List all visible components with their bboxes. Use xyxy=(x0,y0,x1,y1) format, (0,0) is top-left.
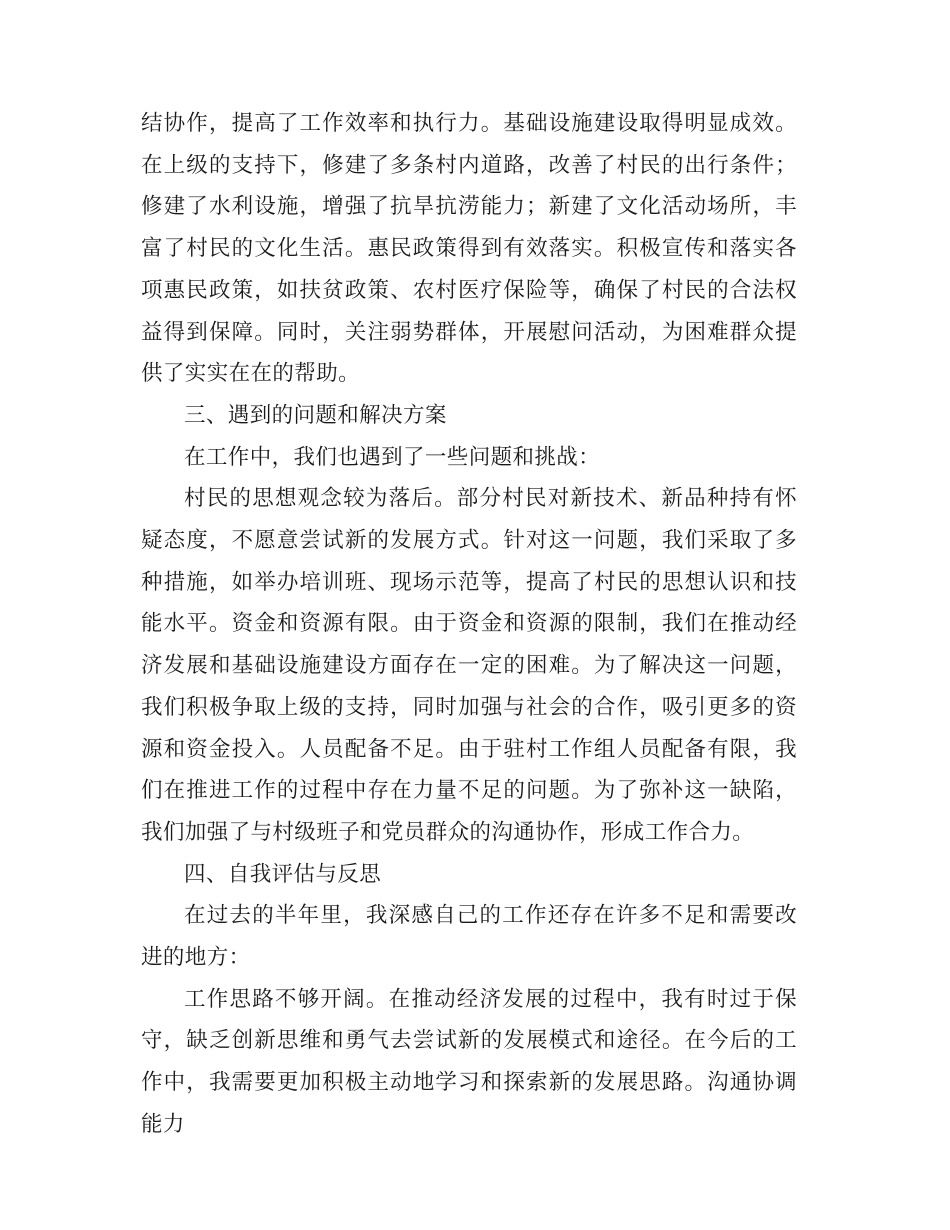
document-body xyxy=(141,103,797,1146)
paragraph-problems-intro: 在工作中，我们也遇到了一些问题和挑战： xyxy=(184,444,601,470)
paragraph-problems-detail: 村民的思想观念较为落后。部分村民对新技术、新品种持有怀疑态度，不愿意尝试新的发展方式。针对这一问题，我们采取了多种措施，如举办培训班、现场示范等，提高了村民的思想认识和技能水平。资金和资源有限。由于资金和资源的限制，我们在推动经济发展和基础设施建设方面存在一定的困难。为了解决这一问题，我们积极争取上级的支持，同时加强与社会的合作，吸引更多的资源和资金投入。人员配备不足。由于驻村工作组人员配备有限，我们在推进工作的过程中存在力量不足的问题。为了弥补这一缺陷，我们加强了与村级班子和党员群众的沟通协作，形成工作合力。 xyxy=(141,486,797,845)
paragraph-self-assessment-detail: 工作思路不够开阔。在推动经济发展的过程中，我有时过于保守，缺乏创新思维和勇气去尝试新的发展模式和途径。在今后的工作中，我需要更加积极主动地学习和探索新的发展思路。沟通协调能力 xyxy=(141,986,797,1137)
paragraph-self-assessment-intro: 在过去的半年里，我深感自己的工作还存在许多不足和需要改进的地方： xyxy=(141,903,797,971)
section-heading-self-assessment: 四、自我评估与反思 xyxy=(184,861,382,887)
section-heading-problems: 三、遇到的问题和解决方案 xyxy=(184,402,447,428)
paragraph-continuation: 结协作，提高了工作效率和执行力。基础设施建设取得明显成效。在上级的支持下，修建了多条村内道路，改善了村民的出行条件；修建了水利设施，增强了抗旱抗涝能力；新建了文化活动场所，丰富了村民的文化生活。惠民政策得到有效落实。积极宣传和落实各项惠民政策，如扶贫政策、农村医疗保险等，确保了村民的合法权益得到保障。同时，关注弱势群体，开展慰问活动，为困难群众提供了实实在在的帮助。 xyxy=(141,111,797,387)
